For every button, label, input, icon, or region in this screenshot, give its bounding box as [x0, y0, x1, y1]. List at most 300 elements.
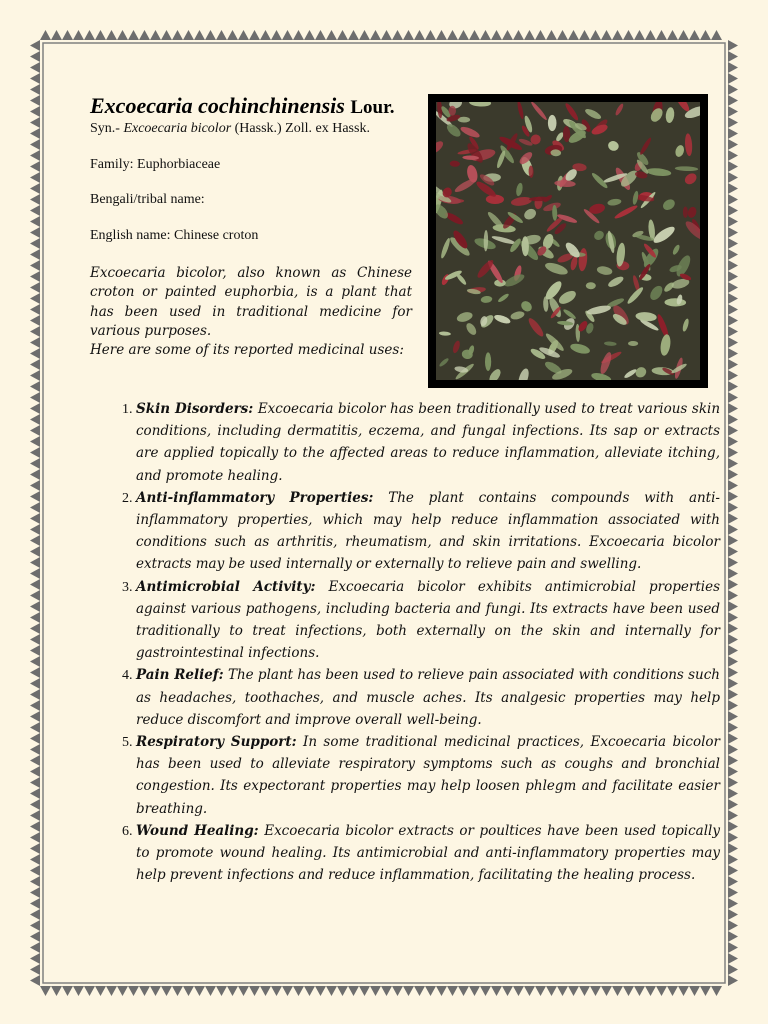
border-triangle	[139, 30, 150, 40]
border-triangle	[667, 30, 678, 40]
border-triangle	[30, 810, 40, 821]
border-triangle	[194, 986, 205, 996]
border-triangle	[172, 986, 183, 996]
border-triangle	[227, 986, 238, 996]
border-triangle	[40, 986, 51, 996]
border-triangle	[30, 414, 40, 425]
border-triangle	[645, 986, 656, 996]
border-triangle	[30, 348, 40, 359]
border-triangle	[128, 986, 139, 996]
border-triangle	[728, 106, 738, 117]
border-triangle	[30, 942, 40, 953]
border-triangle	[30, 128, 40, 139]
border-triangle	[728, 392, 738, 403]
use-species: Excoecaria bicolor	[328, 578, 465, 595]
border-triangle	[728, 447, 738, 458]
border-triangle	[623, 30, 634, 40]
border-triangle	[728, 227, 738, 238]
border-triangle	[728, 568, 738, 579]
border-triangle	[30, 491, 40, 502]
border-triangle	[30, 909, 40, 920]
border-triangle	[579, 986, 590, 996]
border-triangle	[30, 975, 40, 986]
use-species: Excoecaria bicolor	[589, 534, 721, 551]
border-triangle	[161, 986, 172, 996]
border-triangle	[30, 876, 40, 887]
border-triangle	[728, 161, 738, 172]
border-triangle	[293, 30, 304, 40]
border-triangle	[30, 931, 40, 942]
border-triangle	[30, 524, 40, 535]
border-triangle	[728, 766, 738, 777]
border-triangle	[728, 62, 738, 73]
border-triangle	[728, 469, 738, 480]
border-triangle	[728, 634, 738, 645]
border-triangle	[106, 30, 117, 40]
border-triangle	[30, 700, 40, 711]
leaf	[548, 115, 557, 131]
border-triangle	[480, 986, 491, 996]
border-triangle	[689, 30, 700, 40]
border-triangle	[728, 491, 738, 502]
plant-photo	[428, 94, 708, 388]
page-title	[90, 93, 395, 119]
bengali-name-line: Bengali/tribal name:	[90, 192, 205, 207]
border-triangle	[216, 986, 227, 996]
border-triangle	[711, 986, 722, 996]
border-triangle	[728, 293, 738, 304]
border-triangle	[370, 986, 381, 996]
border-triangle	[30, 887, 40, 898]
border-triangle	[700, 30, 711, 40]
border-triangle	[557, 30, 568, 40]
border-triangle	[183, 30, 194, 40]
border-triangle	[30, 546, 40, 557]
border-triangle	[30, 436, 40, 447]
border-triangle	[30, 777, 40, 788]
border-triangle	[62, 986, 73, 996]
plant-image	[436, 102, 700, 380]
border-triangle	[524, 30, 535, 40]
border-triangle	[728, 733, 738, 744]
border-triangle	[30, 40, 40, 51]
use-item: 3. Antimicrobial Activity: Excoecaria bicolor exhibits antimicrobial properties against various pathogens, including bacteria and fungi. Its extracts have been used traditionally to treat infections, both externally on the skin and internally for gastrointestinal infections.	[136, 576, 720, 665]
border-triangle	[513, 30, 524, 40]
border-triangle	[30, 381, 40, 392]
border-triangle	[348, 986, 359, 996]
border-triangle	[728, 678, 738, 689]
border-triangle	[30, 766, 40, 777]
border-triangle	[728, 777, 738, 788]
border-triangle	[728, 931, 738, 942]
border-triangle	[359, 30, 370, 40]
border-triangle	[216, 30, 227, 40]
border-triangle	[667, 986, 678, 996]
border-triangle	[30, 744, 40, 755]
border-triangle	[315, 986, 326, 996]
border-triangle	[557, 986, 568, 996]
border-triangle	[469, 986, 480, 996]
border-triangle	[728, 920, 738, 931]
border-triangle	[728, 260, 738, 271]
border-triangle	[30, 425, 40, 436]
border-triangle	[30, 656, 40, 667]
border-triangle	[271, 986, 282, 996]
border-triangle	[728, 458, 738, 469]
border-triangle	[51, 986, 62, 996]
border-triangle	[205, 986, 216, 996]
border-triangle	[304, 986, 315, 996]
border-triangle	[293, 986, 304, 996]
border-triangle	[728, 51, 738, 62]
border-triangle	[623, 986, 634, 996]
border-triangle	[30, 337, 40, 348]
border-triangle	[30, 832, 40, 843]
border-triangle	[30, 139, 40, 150]
use-item: 4. Pain Relief: The plant has been used to relieve pain associated with conditions such as headaches, toothaches, and muscle aches. Its analgesic properties may help reduce discomfort and improve overall well-being.	[136, 664, 720, 731]
border-triangle	[238, 30, 249, 40]
border-triangle	[728, 502, 738, 513]
border-triangle	[30, 601, 40, 612]
border-triangle	[150, 986, 161, 996]
border-triangle	[30, 667, 40, 678]
border-triangle	[30, 194, 40, 205]
border-triangle	[249, 30, 260, 40]
border-triangle	[30, 579, 40, 590]
border-triangle	[30, 469, 40, 480]
use-species: Excoecaria bicolor	[264, 822, 393, 839]
border-triangle	[728, 623, 738, 634]
border-triangle	[590, 30, 601, 40]
use-heading: Wound Healing:	[136, 822, 259, 839]
border-triangle	[728, 381, 738, 392]
border-triangle	[359, 986, 370, 996]
border-triangle	[95, 986, 106, 996]
border-triangle	[711, 30, 722, 40]
border-triangle	[502, 986, 513, 996]
border-triangle	[546, 986, 557, 996]
border-triangle	[728, 139, 738, 150]
border-triangle	[260, 986, 271, 996]
border-triangle	[728, 40, 738, 51]
use-item: 1. Skin Disorders: Excoecaria bicolor has been traditionally used to treat various skin conditions, including dermatitis, eczema, and fungal infections. Its sap or extracts are applied topically to the affected areas to reduce inflammation, alleviate itching, and promote healing.	[136, 398, 720, 487]
border-triangle	[728, 964, 738, 975]
leaf	[683, 207, 688, 218]
border-triangle	[381, 30, 392, 40]
border-triangle	[728, 898, 738, 909]
border-triangle	[392, 30, 403, 40]
border-triangle	[128, 30, 139, 40]
border-triangle	[728, 425, 738, 436]
border-triangle	[728, 601, 738, 612]
border-triangle	[282, 986, 293, 996]
border-triangle	[30, 227, 40, 238]
synonym-line: Syn.- Excoecaria bicolor (Hassk.) Zoll. ex Hassk.	[90, 121, 370, 136]
border-triangle	[30, 403, 40, 414]
border-triangle	[30, 106, 40, 117]
border-triangle	[117, 30, 128, 40]
border-triangle	[30, 634, 40, 645]
use-item: 2. Anti-inflammatory Properties: The plant contains compounds with anti-inflammatory properties, which may help reduce inflammation associated with conditions such as arthritis, rheumatism, and skin irritations. Excoecaria bicolor extracts may be used internally or externally to relieve pain and swelling.	[136, 487, 720, 576]
family-line: Family: Euphorbiaceae	[90, 157, 221, 172]
border-triangle	[678, 986, 689, 996]
border-triangle	[183, 986, 194, 996]
border-triangle	[728, 326, 738, 337]
border-triangle	[30, 480, 40, 491]
border-triangle	[73, 986, 84, 996]
species-name: Excoecaria cochinchinensis	[90, 93, 345, 118]
border-triangle	[194, 30, 205, 40]
border-triangle	[30, 392, 40, 403]
border-triangle	[30, 458, 40, 469]
leaf	[628, 341, 638, 346]
border-triangle	[728, 513, 738, 524]
border-triangle	[491, 986, 502, 996]
use-species: Excoecaria bicolor	[257, 401, 386, 417]
border-triangle	[728, 73, 738, 84]
synonym-species: Excoecaria bicolor	[123, 121, 232, 136]
border-triangle	[728, 183, 738, 194]
border-triangle	[326, 30, 337, 40]
use-heading: Pain Relief:	[136, 667, 224, 684]
border-triangle	[30, 326, 40, 337]
border-triangle	[728, 667, 738, 678]
border-triangle	[315, 30, 326, 40]
border-triangle	[30, 51, 40, 62]
border-triangle	[30, 799, 40, 810]
border-triangle	[728, 975, 738, 986]
border-triangle	[728, 612, 738, 623]
border-triangle	[524, 986, 535, 996]
border-triangle	[728, 700, 738, 711]
border-triangle	[728, 436, 738, 447]
border-triangle	[73, 30, 84, 40]
border-triangle	[656, 986, 667, 996]
border-triangle	[30, 370, 40, 381]
leaf	[485, 352, 491, 371]
border-triangle	[30, 293, 40, 304]
border-triangle	[227, 30, 238, 40]
border-triangle	[370, 30, 381, 40]
use-species: Excoecaria bicolor	[590, 734, 720, 751]
border-triangle	[469, 30, 480, 40]
species-author: Lour.	[350, 97, 395, 118]
use-heading: Skin Disorders:	[136, 401, 254, 417]
border-triangle	[30, 62, 40, 73]
border-triangle	[30, 843, 40, 854]
border-triangle	[728, 854, 738, 865]
border-triangle	[403, 30, 414, 40]
border-triangle	[403, 986, 414, 996]
border-triangle	[678, 30, 689, 40]
border-triangle	[689, 986, 700, 996]
border-triangle	[728, 821, 738, 832]
border-triangle	[728, 546, 738, 557]
border-triangle	[414, 986, 425, 996]
border-triangle	[436, 30, 447, 40]
use-heading: Antimicrobial Activity:	[136, 578, 316, 595]
border-triangle	[30, 898, 40, 909]
border-triangle	[30, 172, 40, 183]
border-triangle	[546, 30, 557, 40]
use-item: 5. Respiratory Support: In some traditional medicinal practices, Excoecaria bicolor has been used to alleviate respiratory symptoms such as coughs and bronchial congestion. Its expectorant properties may help loosen phlegm and facilitate easier breathing.	[136, 731, 720, 820]
border-triangle	[612, 986, 623, 996]
border-triangle	[728, 579, 738, 590]
border-triangle	[728, 942, 738, 953]
border-triangle	[728, 711, 738, 722]
border-triangle	[579, 30, 590, 40]
border-triangle	[728, 172, 738, 183]
border-triangle	[30, 271, 40, 282]
border-triangle	[728, 271, 738, 282]
border-triangle	[535, 986, 546, 996]
border-triangle	[728, 480, 738, 491]
border-triangle	[348, 30, 359, 40]
border-triangle	[634, 30, 645, 40]
border-triangle	[728, 194, 738, 205]
border-triangle	[30, 183, 40, 194]
border-triangle	[728, 403, 738, 414]
border-triangle	[728, 832, 738, 843]
border-triangle	[106, 986, 117, 996]
border-triangle	[30, 788, 40, 799]
border-triangle	[480, 30, 491, 40]
border-triangle	[728, 348, 738, 359]
border-triangle	[513, 986, 524, 996]
border-triangle	[30, 161, 40, 172]
border-triangle	[337, 986, 348, 996]
border-triangle	[728, 590, 738, 601]
border-triangle	[728, 909, 738, 920]
border-triangle	[84, 986, 95, 996]
border-triangle	[150, 30, 161, 40]
use-item: 6. Wound Healing: Excoecaria bicolor extracts or poultices have been used topically to promote wound healing. Its antimicrobial and anti-inflammatory properties may help prevent infections and reduce inflammation, facilitating the healing process.	[136, 820, 720, 887]
medicinal-uses-list	[95, 398, 720, 886]
border-triangle	[601, 986, 612, 996]
border-triangle	[436, 986, 447, 996]
border-triangle	[30, 722, 40, 733]
border-triangle	[30, 260, 40, 271]
border-triangle	[728, 282, 738, 293]
border-triangle	[304, 30, 315, 40]
border-triangle	[30, 73, 40, 84]
border-triangle	[30, 678, 40, 689]
border-triangle	[84, 30, 95, 40]
border-triangle	[728, 150, 738, 161]
border-triangle	[728, 722, 738, 733]
border-triangle	[30, 535, 40, 546]
border-triangle	[172, 30, 183, 40]
border-triangle	[260, 30, 271, 40]
border-triangle	[337, 30, 348, 40]
border-triangle	[728, 744, 738, 755]
border-triangle	[205, 30, 216, 40]
border-triangle	[30, 249, 40, 260]
border-triangle	[51, 30, 62, 40]
border-triangle	[728, 535, 738, 546]
border-triangle	[447, 986, 458, 996]
border-triangle	[728, 249, 738, 260]
border-triangle	[728, 876, 738, 887]
border-triangle	[238, 986, 249, 996]
border-triangle	[30, 865, 40, 876]
border-triangle	[728, 887, 738, 898]
border-triangle	[30, 755, 40, 766]
border-triangle	[645, 30, 656, 40]
border-triangle	[568, 30, 579, 40]
border-triangle	[30, 711, 40, 722]
border-triangle	[40, 30, 51, 40]
border-triangle	[728, 645, 738, 656]
border-triangle	[30, 117, 40, 128]
border-triangle	[728, 557, 738, 568]
border-triangle	[271, 30, 282, 40]
border-triangle	[30, 282, 40, 293]
border-triangle	[95, 30, 106, 40]
border-triangle	[700, 986, 711, 996]
border-triangle	[425, 986, 436, 996]
border-triangle	[161, 30, 172, 40]
border-triangle	[249, 986, 260, 996]
english-name-line: English name: Chinese croton	[90, 228, 259, 243]
border-triangle	[282, 30, 293, 40]
border-triangle	[30, 205, 40, 216]
border-triangle	[728, 84, 738, 95]
border-triangle	[30, 920, 40, 931]
border-triangle	[502, 30, 513, 40]
border-triangle	[728, 95, 738, 106]
border-triangle	[728, 414, 738, 425]
border-triangle	[728, 117, 738, 128]
use-heading: Anti-inflammatory Properties:	[136, 489, 374, 506]
border-triangle	[425, 30, 436, 40]
border-triangle	[30, 557, 40, 568]
border-triangle	[30, 645, 40, 656]
border-triangle	[326, 986, 337, 996]
border-triangle	[568, 986, 579, 996]
border-triangle	[728, 810, 738, 821]
border-triangle	[728, 337, 738, 348]
border-triangle	[728, 238, 738, 249]
border-triangle	[728, 953, 738, 964]
border-triangle	[728, 315, 738, 326]
border-triangle	[30, 359, 40, 370]
border-triangle	[30, 95, 40, 106]
border-triangle	[30, 590, 40, 601]
border-triangle	[656, 30, 667, 40]
border-triangle	[728, 865, 738, 876]
border-triangle	[30, 623, 40, 634]
border-triangle	[458, 986, 469, 996]
border-triangle	[728, 799, 738, 810]
border-triangle	[491, 30, 502, 40]
border-triangle	[728, 216, 738, 227]
border-triangle	[590, 986, 601, 996]
border-triangle	[612, 30, 623, 40]
border-triangle	[30, 568, 40, 579]
border-triangle	[62, 30, 73, 40]
border-triangle	[728, 788, 738, 799]
border-triangle	[728, 205, 738, 216]
intro-paragraph: Excoecaria bicolor, also known as Chinese croton or painted euphorbia, is a plant that has been used in traditional medicine for various purposes. Here are some of its reported medicinal uses:	[90, 265, 412, 359]
border-triangle	[30, 216, 40, 227]
border-triangle	[458, 30, 469, 40]
border-triangle	[728, 128, 738, 139]
border-triangle	[535, 30, 546, 40]
border-triangle	[728, 689, 738, 700]
border-triangle	[30, 513, 40, 524]
border-triangle	[30, 854, 40, 865]
